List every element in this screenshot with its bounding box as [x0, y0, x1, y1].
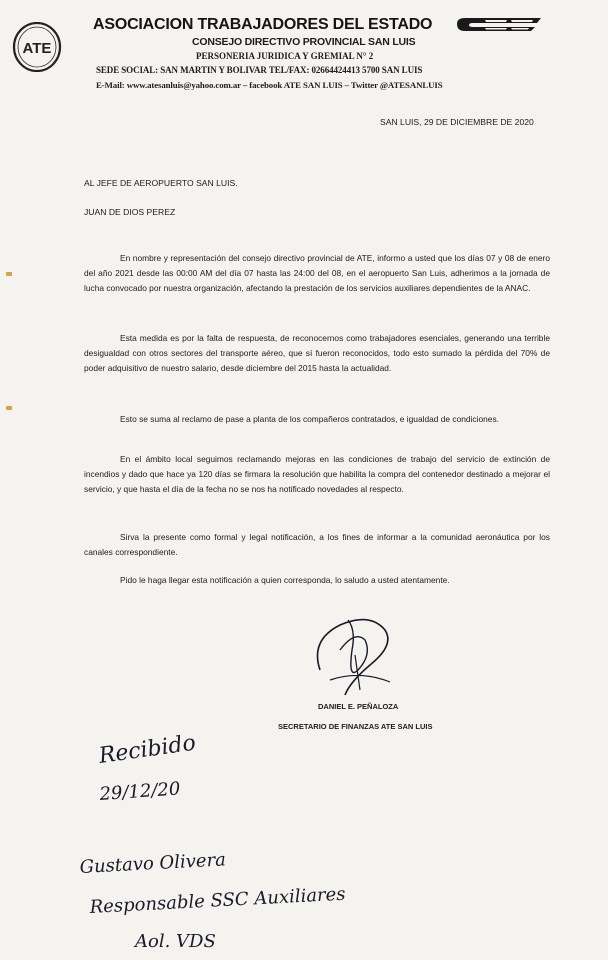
handwritten-note-3: Aol. VDS	[135, 931, 216, 952]
body-paragraph-6: Pido le haga llegar esta notificación a quien corresponda, lo saludo a usted atentamente.	[120, 575, 450, 585]
cta-brand-mark	[455, 15, 545, 33]
letterhead-title: ASOCIACION TRABAJADORES DEL ESTADO	[93, 16, 433, 33]
letterhead-legal: PERSONERIA JURIDICA Y GREMIAL N° 2	[196, 50, 374, 61]
signature-scribble	[300, 610, 420, 700]
letterhead-council: CONSEJO DIRECTIVO PROVINCIAL SAN LUIS	[192, 36, 416, 48]
margin-tape-mark	[6, 406, 12, 410]
body-paragraph-3: Esto se suma al reclamo de pase a planta de los compañeros contratados, e igualdad de condiciones.	[120, 414, 499, 424]
recipient-name: JUAN DE DIOS PEREZ	[84, 207, 176, 217]
logo-text: ATE	[22, 40, 52, 57]
signer-name: DANIEL E. PEÑALOZA	[318, 702, 399, 711]
body-paragraph-5: Sirva la presente como formal y legal notificación, a los fines de informar a la comunidad aeronáutica por los canales correspondiente.	[84, 532, 550, 557]
recipient-line: AL JEFE DE AEROPUERTO SAN LUIS.	[84, 178, 238, 188]
handwritten-received: Recibido	[97, 730, 198, 769]
handwritten-note-2: Responsable SSC Auxiliares	[89, 883, 347, 918]
body-paragraph-4: En el ámbito local seguimos reclamando mejoras en las condiciones de trabajo del servicio de extinción de incendios y dado que hace ya 120 días se firmara la resolución que habilita la compra del contenedor destinado a mejorar el servicio, y que hasta el día de la fecha no se nos ha notificado novedades al respecto.	[84, 454, 550, 494]
ate-logo	[12, 22, 62, 72]
letterhead-contact: E-Mail: www.atesanluis@yahoo.com.ar – facebook ATE SAN LUIS – Twitter @ATESANLUIS	[96, 80, 443, 90]
letter-date: SAN LUIS, 29 DE DICIEMBRE DE 2020	[380, 117, 534, 127]
body-paragraph-1: En nombre y representación del consejo directivo provincial de ATE, informo a usted que los días 07 y 08 de enero del año 2021 desde las 00:00 AM del día 07 hasta las 24:00 del 08, en el aeropuerto San Luis, adherimos a la jornada de lucha convocado por nuestra organización, afectando la prestación de los servicios auxiliares dependientes de la ANAC.	[84, 253, 550, 293]
body-paragraph-2: Esta medida es por la falta de respuesta, de reconocernos como trabajadores esenciales, generando una terrible desigualdad con otros sectores del transporte aéreo, que sí fueron reconocidos, todo esto sumado la pérdida del 70% de poder adquisitivo de nuestro salario, desde diciembre del 2015 hasta la actualidad.	[84, 333, 550, 373]
handwritten-annotations	[60, 725, 360, 955]
margin-tape-mark	[6, 272, 12, 276]
handwritten-received-date: 29/12/20	[98, 778, 181, 805]
handwritten-note-1: Gustavo Olivera	[79, 849, 227, 878]
signer-role: SECRETARIO DE FINANZAS ATE SAN LUIS	[278, 722, 433, 731]
letterhead-address: SEDE SOCIAL: SAN MARTIN Y BOLIVAR TEL/FAX: 02664424413 5700 SAN LUIS	[96, 65, 423, 75]
